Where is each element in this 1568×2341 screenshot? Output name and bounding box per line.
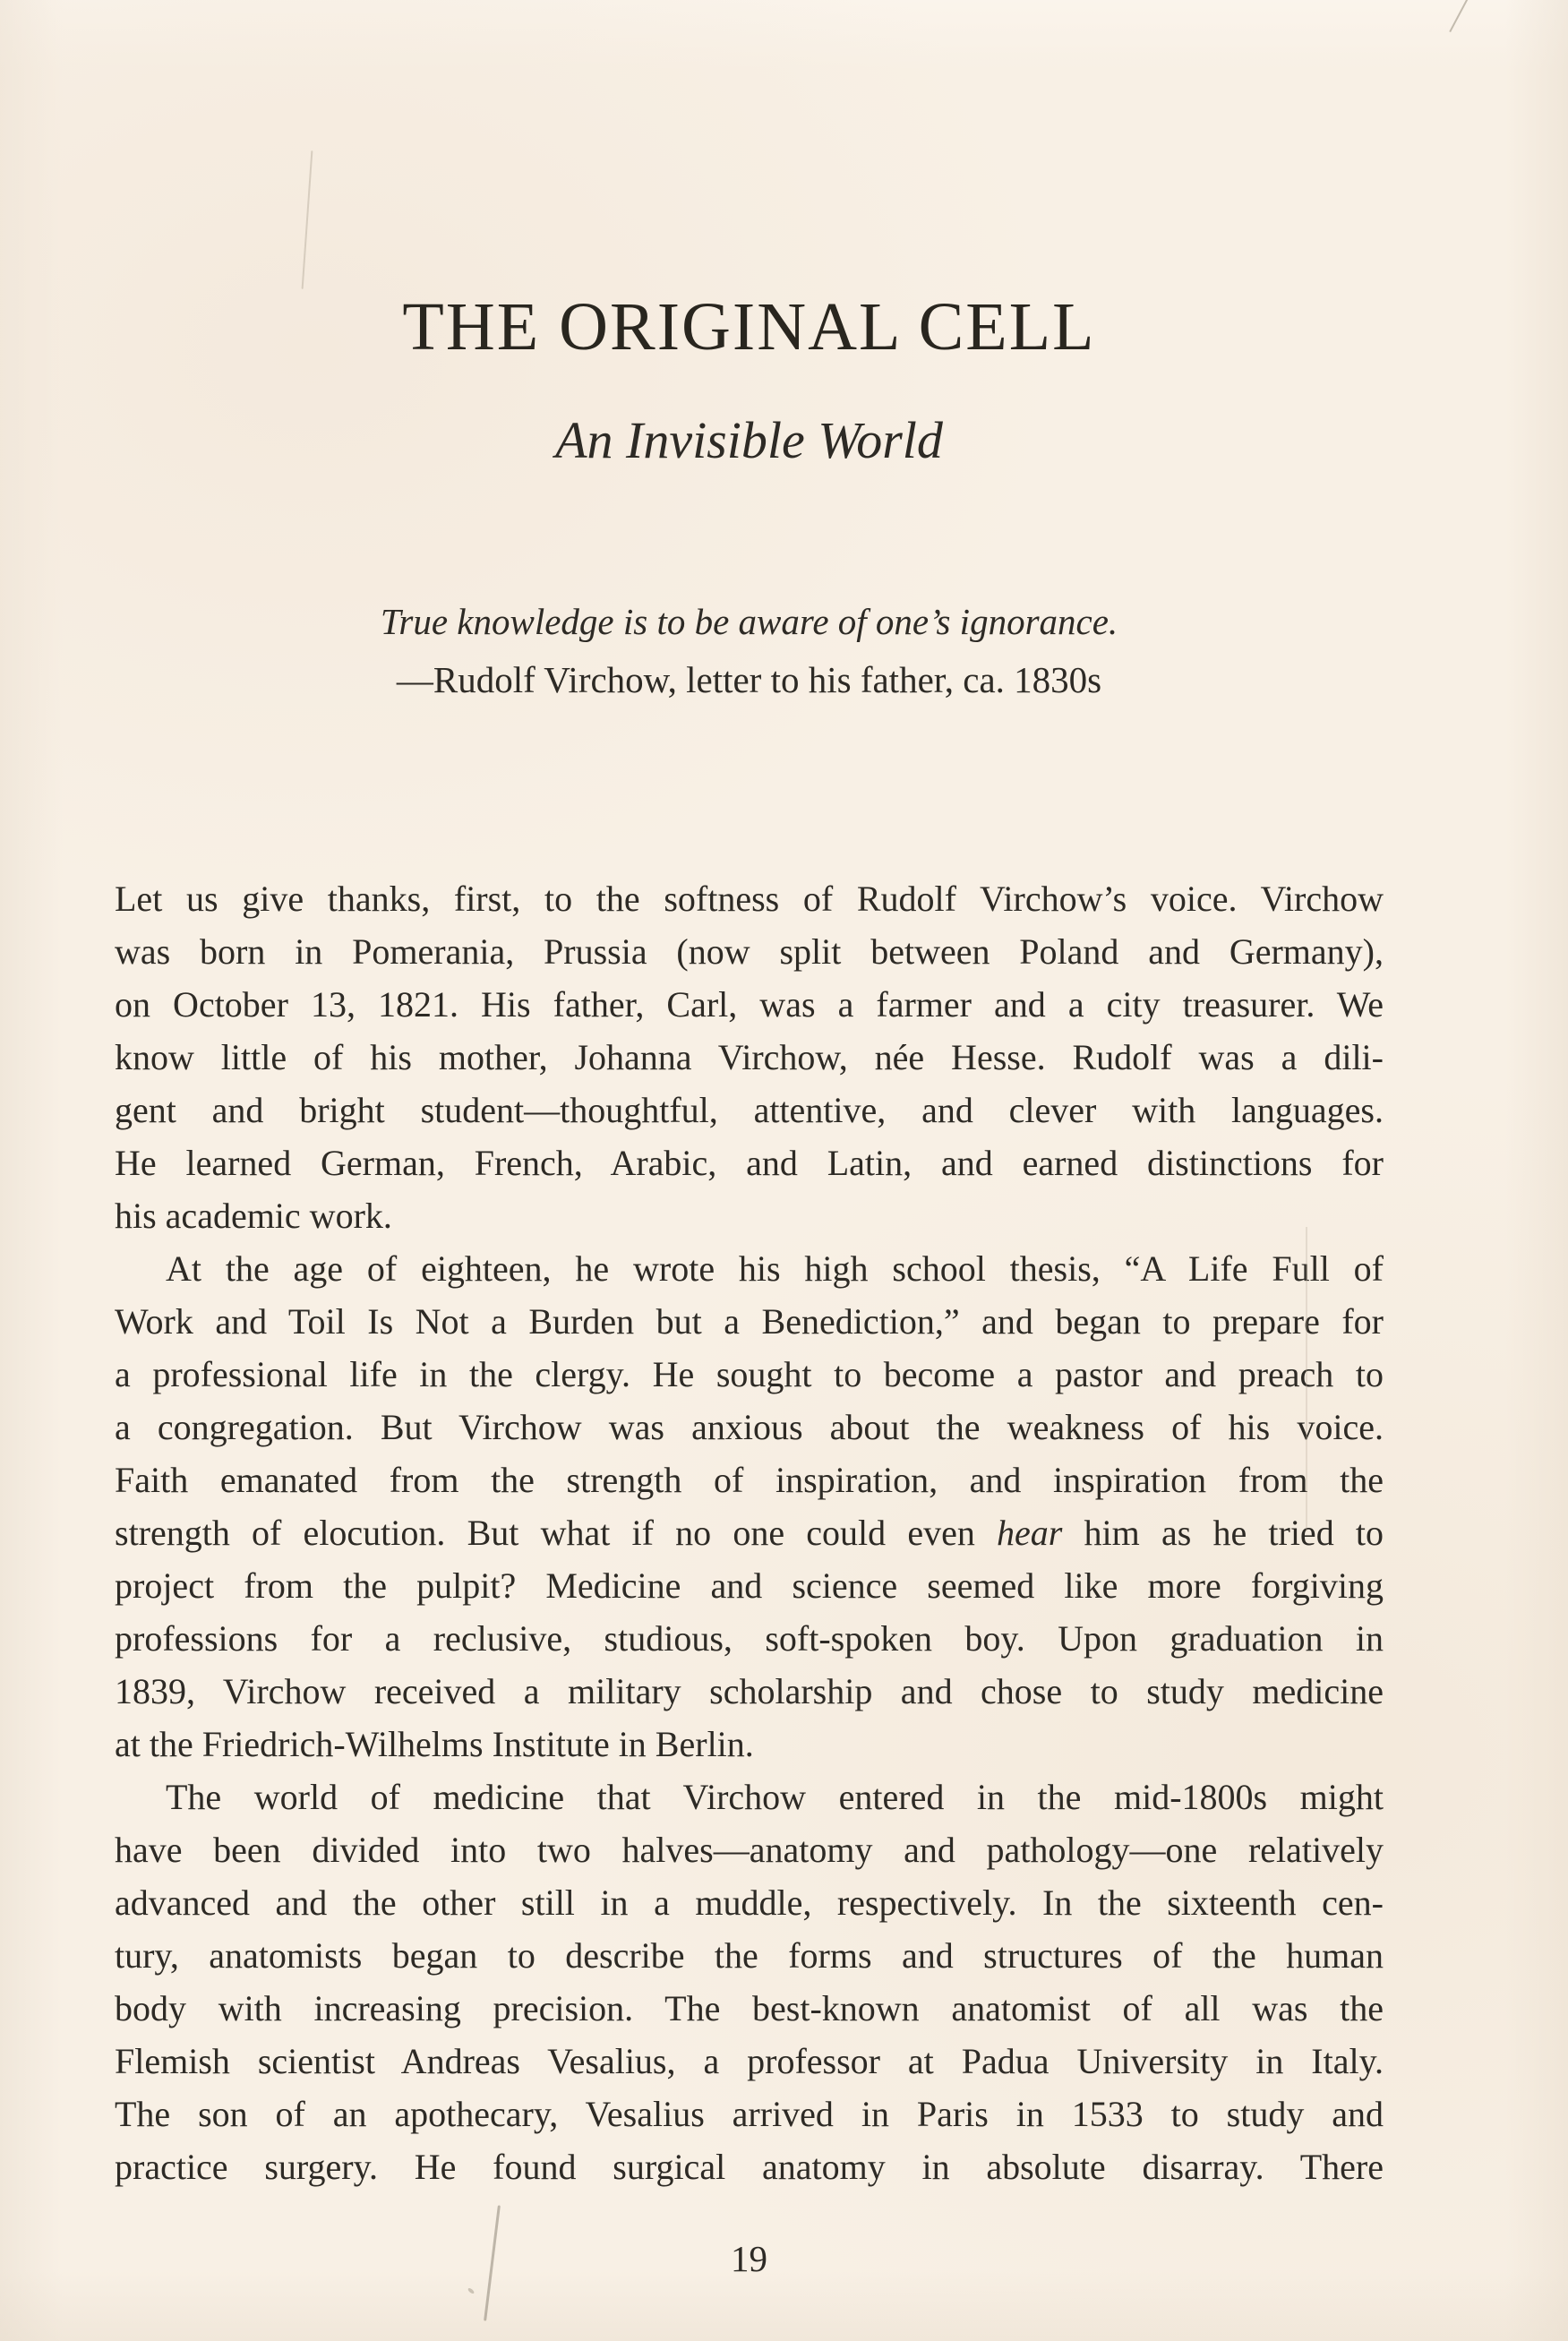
body-text-line: a congregation. But Virchow was anxious about the weakness of his voice. bbox=[115, 1407, 1384, 1447]
epigraph-attribution: —Rudolf Virchow, letter to his father, ca. 1830s bbox=[396, 659, 1102, 700]
epigraph bbox=[115, 593, 1384, 709]
body-text-line: project from the pulpit? Medicine and science seemed like more forgiving bbox=[115, 1565, 1384, 1606]
body-text-line: gent and bright student—thoughtful, attentive, and clever with languages. bbox=[115, 1090, 1384, 1130]
body-text-line: He learned German, French, Arabic, and Latin, and earned distinctions for bbox=[115, 1143, 1384, 1183]
body-text-line: know little of his mother, Johanna Virchow, née Hesse. Rudolf was a dili- bbox=[115, 1037, 1384, 1077]
body-text-line: tury, anatomists began to describe the forms and structures of the human bbox=[115, 1935, 1384, 1976]
body-text-line: have been divided into two halves—anatomy and pathology—one relatively bbox=[115, 1830, 1384, 1870]
body-text-line: professions for a reclusive, studious, soft-spoken boy. Upon graduation in bbox=[115, 1618, 1384, 1659]
page-number: 19 bbox=[731, 2238, 767, 2279]
body-paragraph bbox=[115, 872, 1384, 1242]
body-text-line: body with increasing precision. The best-known anatomist of all was the bbox=[115, 1988, 1384, 2028]
body-text-line: his academic work. bbox=[115, 1196, 392, 1236]
body-text-line: practice surgery. He found surgical anatomy in absolute disarray. There bbox=[115, 2147, 1384, 2187]
body-text-line: At the age of eighteen, he wrote his high school thesis, “A Life Full of bbox=[166, 1248, 1384, 1289]
body-text-line: Let us give thanks, first, to the softness of Rudolf Virchow’s voice. Virchow bbox=[115, 879, 1384, 919]
body-text-line: was born in Pomerania, Prussia (now split between Poland and Germany), bbox=[115, 931, 1384, 972]
body-paragraph bbox=[115, 1242, 1384, 1771]
epigraph-quote: True knowledge is to be aware of one’s ignorance. bbox=[380, 601, 1118, 642]
body-text-line: Flemish scientist Andreas Vesalius, a professor at Padua University in Italy. bbox=[115, 2041, 1384, 2081]
body-text-line: Work and Toil Is Not a Burden but a Benediction,” and began to prepare for bbox=[115, 1301, 1384, 1342]
body-text-line: on October 13, 1821. His father, Carl, was a farmer and a city treasurer. We bbox=[115, 984, 1384, 1025]
body-text-line: strength of elocution. But what if no one could even hear him as he tried to bbox=[115, 1513, 1384, 1553]
body-text-line: a professional life in the clergy. He sought to become a pastor and preach to bbox=[115, 1354, 1384, 1394]
body-text-line: advanced and the other still in a muddle, respectively. In the sixteenth cen- bbox=[115, 1882, 1384, 1923]
scan-artifact-smudge bbox=[467, 2287, 476, 2294]
body-text-line: Faith emanated from the strength of inspiration, and inspiration from the bbox=[115, 1460, 1384, 1500]
chapter-title: THE ORIGINAL CELL bbox=[402, 289, 1096, 364]
body-text-line: The son of an apothecary, Vesalius arrived in Paris in 1533 to study and bbox=[115, 2094, 1384, 2134]
body-text-line: The world of medicine that Virchow entered in the mid-1800s might bbox=[166, 1777, 1384, 1817]
body-paragraph bbox=[115, 1771, 1384, 2193]
scan-artifact-scratch bbox=[1449, 0, 1468, 32]
chapter-subtitle: An Invisible World bbox=[555, 411, 943, 469]
body-text bbox=[115, 872, 1384, 2193]
body-text-line: at the Friedrich-Wilhelms Institute in Berlin. bbox=[115, 1724, 754, 1764]
body-text-line: 1839, Virchow received a military scholarship and chose to study medicine bbox=[115, 1671, 1384, 1711]
scan-artifact-scratch bbox=[302, 150, 313, 289]
